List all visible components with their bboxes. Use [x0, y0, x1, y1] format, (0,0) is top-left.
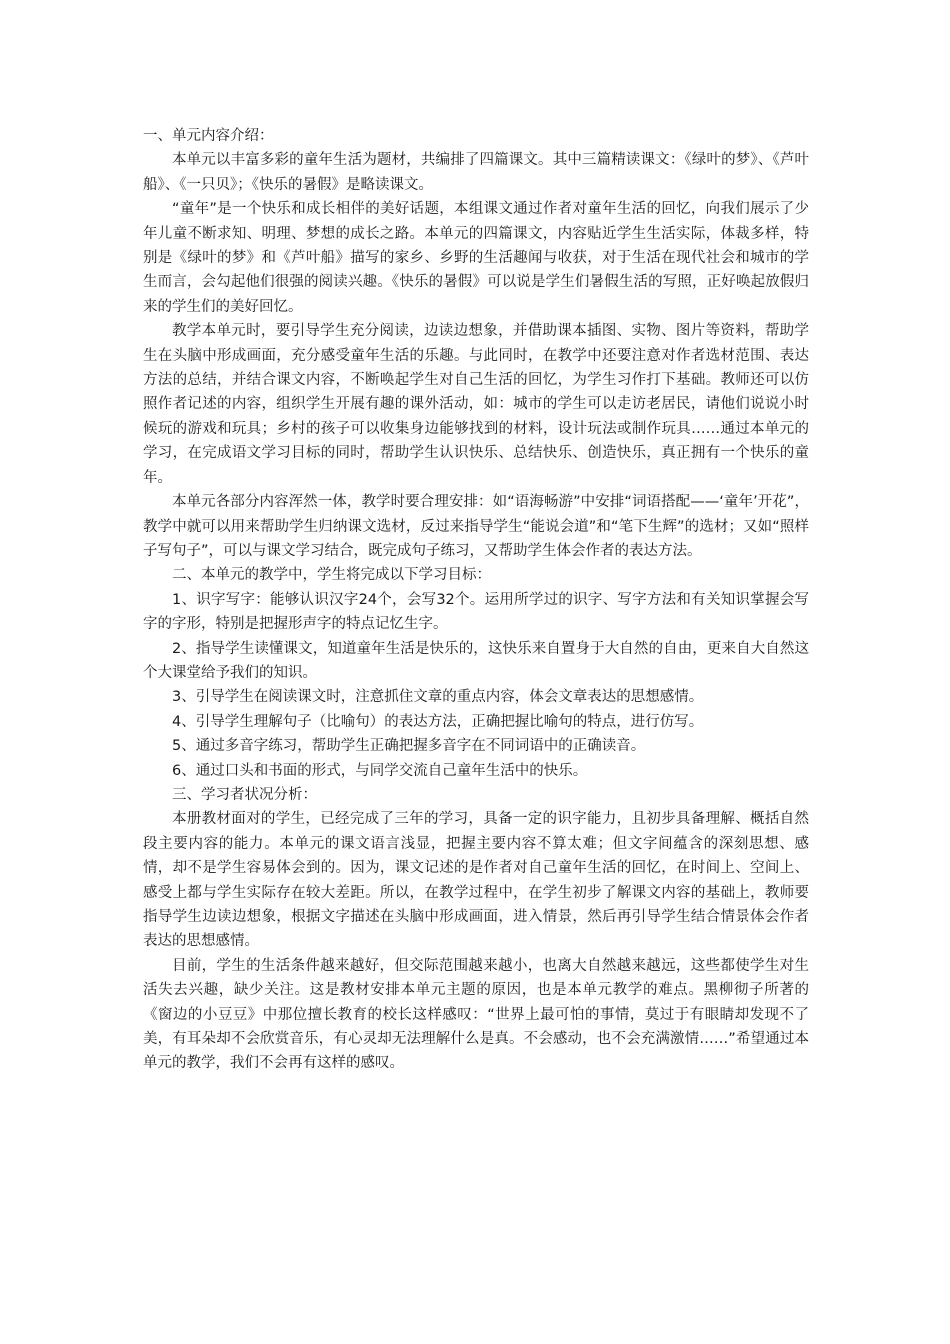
section-heading-learning-goals: 二、本单元的教学中，学生将完成以下学习目标： [172, 567, 491, 584]
goal-item-2: 2、指导学生读懂课文，知道童年生活是快乐的，这快乐来自置身于大自然的自由，更来自大自然这个大课堂给予我们的知识。 [143, 640, 809, 681]
paragraph-childhood-theme: “童年”是一个快乐和成长相伴的美好话题，本组课文通过作者对童年生活的回忆，向我们展示了少年儿童不断求知、明理、梦想的成长之路。本单元的四篇课文，内容贴近学生生活实际，体裁多样，特别是《绿叶的梦》和《芦叶船》描写的家乡、乡野的生活趣闻与收获，对于生活在现代社会和城市的学生而言，会勾起他们很强的阅读兴趣。《快乐的暑假》可以说是学生们暑假生活的写照，正好唤起放假归来的学生们的美好回忆。 [143, 201, 809, 315]
section-heading-learner-analysis: 三、学习者状况分析： [172, 786, 317, 803]
goal-item-4: 4、引导学生理解句子（比喻句）的表达方法，正确把握比喻句的特点，进行仿写。 [172, 713, 704, 730]
paragraph-content-arrangement: 本单元各部分内容浑然一体，教学时要合理安排：如“语海畅游”中安排“词语搭配——‘童年’开花”，教学中就可以用来帮助学生归纳课文选材，反过来指导学生“能说会道”和“笔下生辉”的选材；又如“照样子写句子”，可以与课文学习结合，既完成句子练习，又帮助学生体会作者的表达方法。 [143, 494, 809, 559]
goal-item-3: 3、引导学生在阅读课文时，注意抓住文章的重点内容，体会文章表达的思想感情。 [172, 689, 704, 706]
section-heading-unit-intro: 一、单元内容介绍： [143, 128, 274, 144]
paragraph-teaching-guidance: 教学本单元时，要引导学生充分阅读，边读边想象，并借助课本插图、实物、图片等资料，帮助学生在头脑中形成画面，充分感受童年生活的乐趣。与此同时，在教学中还要注意对作者选材范围、表达方法的总结，并结合课文内容，不断唤起学生对自己生活的回忆，为学生习作打下基础。教师还可以仿照作者记述的内容，组织学生开展有趣的课外活动，如：城市的学生可以走访老居民，请他们说说小时候玩的游戏和玩具；乡村的孩子可以收集身边能够找到的材料，设计玩法或制作玩具……通过本单元的学习，在完成语文学习目标的同时，帮助学生认识快乐、总结快乐、创造快乐，真正拥有一个快乐的童年。 [143, 323, 809, 486]
goal-item-6: 6、通过口头和书面的形式，与同学交流自己童年生活中的快乐。 [172, 762, 588, 779]
goal-item-1: 1、识字写字：能够认识汉字24个，会写32个。运用所学过的识字、写字方法和有关知识掌握会写字的字形，特别是把握形声字的特点记忆生字。 [143, 591, 809, 633]
paragraph-learner-background: 本册教材面对的学生，已经完成了三年的学习，具备一定的识字能力，且初步具备理解、概括自然段主要内容的能力。本单元的课文语言浅显，把握主要内容不算太难；但文字间蕴含的深刻思想、感情，却不是学生容易体会到的。因为，课文记述的是作者对自己童年生活的回忆，在时间上、空间上、感受上都与学生实际存在较大差距。所以，在教学过程中，在学生初步了解课文内容的基础上，教师要指导学生边读边想象，根据文字描述在头脑中形成画面，进入情景，然后再引导学生结合情景体会作者表达的思想感情。 [143, 811, 809, 950]
paragraph-unit-overview: 本单元以丰富多彩的童年生活为题材，共编排了四篇课文。其中三篇精读课文：《绿叶的梦》、《芦叶船》、《一只贝》；《快乐的暑假》是略读课文。 [143, 152, 809, 193]
goal-item-5: 5、通过多音字练习，帮助学生正确把握多音字在不同词语中的正确读音。 [172, 738, 646, 755]
document-body [143, 124, 809, 1076]
paragraph-teaching-difficulty: 目前，学生的生活条件越来越好，但交际范围越来越小，也离大自然越来越远，这些都使学生对生活失去兴趣，缺少关注。这是教材安排本单元主题的原因，也是本单元教学的难点。黑柳彻子所著的《窗边的小豆豆》中那位擅长教育的校长这样感叹：“世界上最可怕的事情，莫过于有眼睛却发现不了美，有耳朵却不会欣赏音乐，有心灵却无法理解什么是真。不会感动，也不会充满激情……”希望通过本单元的教学，我们不会再有这样的感叹。 [143, 957, 809, 1072]
